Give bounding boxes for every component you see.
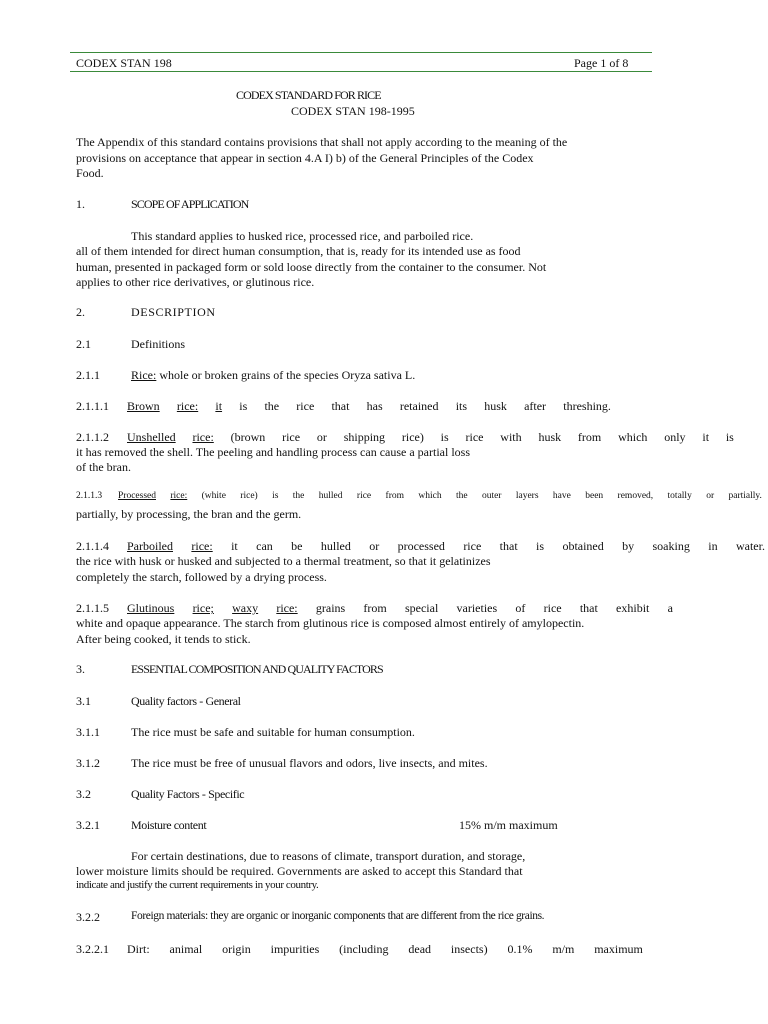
- section-2-1-1-1-line: Brown rice: it is the rice that has retained its husk after threshing.: [127, 399, 611, 413]
- section-3-2-2-1-line: Dirt: animal origin impurities (including dead insects) 0.1% m/m maximum: [127, 942, 643, 956]
- section-2-1-heading: Definitions: [131, 337, 185, 351]
- section-3-2-2-number: 3.2.2: [76, 910, 100, 924]
- section-2-1-1-text: Rice: whole or broken grains of the species Oryza sativa L.: [131, 368, 416, 382]
- section-3-1-1-number: 3.1.1: [76, 725, 100, 739]
- moisture-value: 15% m/m maximum: [459, 818, 558, 832]
- term-rice: Rice:: [131, 368, 157, 382]
- section-1-number: 1.: [76, 197, 85, 211]
- section-3-1-2-number: 3.1.2: [76, 756, 100, 770]
- header-page-number: Page 1 of 8: [574, 56, 629, 70]
- section-3-number: 3.: [76, 662, 85, 676]
- section-2-1-1-4-line: Parboiled rice: it can be hulled or processed rice that is obtained by soaking in water.: [127, 539, 765, 553]
- section-3-1-heading: Quality factors - General: [131, 694, 241, 708]
- section-3-1-number: 3.1: [76, 694, 91, 708]
- section-2-1-1-1-number: 2.1.1.1: [76, 399, 109, 413]
- section-3-2-1-number: 3.2.1: [76, 818, 100, 832]
- section-3-1-1-text: The rice must be safe and suitable for human consumption.: [131, 725, 415, 739]
- section-2-1-1-number: 2.1.1: [76, 368, 100, 382]
- section-2-1-1-5-number: 2.1.1.5: [76, 601, 109, 615]
- section-3-heading: ESSENTIAL COMPOSITION AND QUALITY FACTORS: [131, 662, 383, 676]
- section-3-2-2-text: Foreign materials: they are organic or inorganic components that are different from the rice grains.: [131, 910, 545, 922]
- section-2-1-1-3-line: Processed rice: (white rice) is the hulled rice from which the outer layers have been removed, totally or partially.: [118, 491, 762, 501]
- section-3-2-number: 3.2: [76, 787, 91, 801]
- section-3-1-2-text: The rice must be free of unusual flavors and odors, live insects, and mites.: [131, 756, 488, 770]
- section-2-1-number: 2.1: [76, 337, 91, 351]
- header-doc-id: CODEX STAN 198: [76, 56, 172, 70]
- section-3-2-2-1-number: 3.2.2.1: [76, 942, 109, 956]
- header-top-rule: [70, 52, 652, 53]
- header-bottom-rule: [70, 71, 652, 72]
- section-2-1-1-3-number: 2.1.1.3: [76, 491, 103, 501]
- document-subtitle: CODEX STAN 198-1995: [291, 104, 415, 118]
- document-title: CODEX STANDARD FOR RICE: [236, 88, 381, 102]
- section-2-1-1-4-number: 2.1.1.4: [76, 539, 109, 553]
- moisture-label: Moisture content: [131, 818, 207, 832]
- section-2-1-1-5-line: Glutinous rice; waxy rice: grains from special varieties of rice that exhibit a: [127, 601, 673, 615]
- section-2-number: 2.: [76, 305, 85, 319]
- section-3-2-heading: Quality Factors - Specific: [131, 787, 245, 801]
- section-2-1-1-2-line: Unshelled rice: (brown rice or shipping rice) is rice with husk from which only it is: [127, 430, 734, 444]
- section-1-heading: SCOPE OF APPLICATION: [131, 197, 249, 211]
- section-2-heading: DESCRIPTION: [131, 305, 216, 319]
- section-2-1-1-2-number: 2.1.1.2: [76, 430, 109, 444]
